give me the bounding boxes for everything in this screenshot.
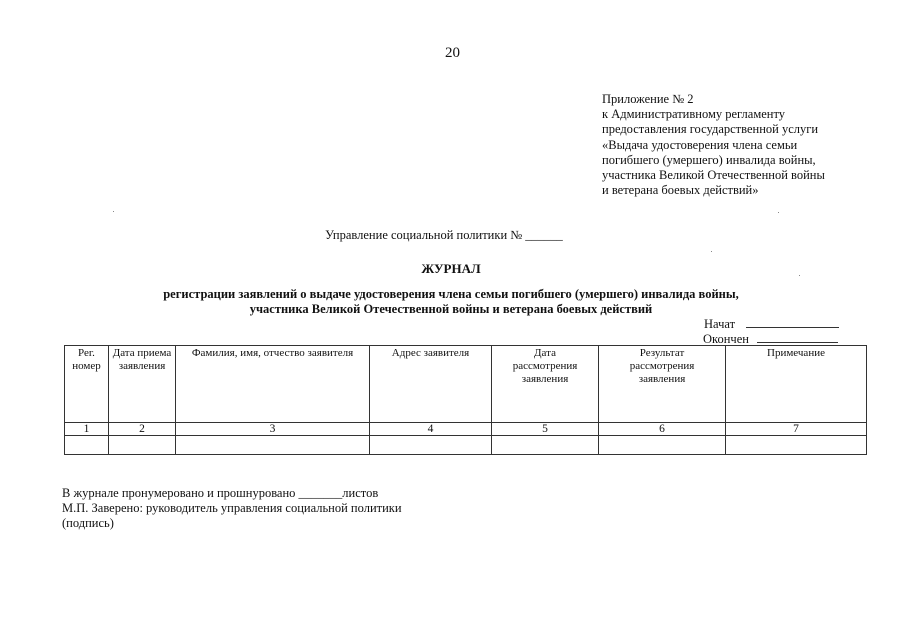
column-number: 6 xyxy=(599,423,726,436)
subtitle-line-2: участника Великой Отечественной войны и ветерана боевых действий xyxy=(249,301,653,316)
column-number: 2 xyxy=(109,423,176,436)
started-label: Начат xyxy=(704,317,736,331)
table-cell xyxy=(726,436,867,455)
footer-line-certified: М.П. Заверено: руководитель управления социальной политики xyxy=(62,501,402,515)
footer-line-signature: (подпись) xyxy=(62,516,114,530)
journal-table xyxy=(64,345,867,455)
page-number: 20 xyxy=(445,45,460,61)
header-cell-applicant-name: Фамилия, имя, отчество заявителя xyxy=(176,346,370,423)
header-cell-receipt-date: Дата приема заявления xyxy=(109,346,176,423)
table-cell xyxy=(370,436,492,455)
started-blank-line xyxy=(746,316,839,328)
table-header-row xyxy=(65,346,867,423)
scan-speck xyxy=(778,212,779,213)
header-cell-reg-number: Рег. номер xyxy=(65,346,109,423)
column-number: 7 xyxy=(726,423,867,436)
table-cell xyxy=(492,436,599,455)
appendix-line: и ветерана боевых действий» xyxy=(602,183,759,198)
journal-subtitle xyxy=(0,287,902,316)
table-cell xyxy=(599,436,726,455)
header-cell-review-date: Дата рассмотрения заявления xyxy=(492,346,599,423)
table-cell xyxy=(176,436,370,455)
header-cell-note: Примечание xyxy=(726,346,867,423)
scan-speck xyxy=(113,211,114,212)
header-cell-applicant-address: Адрес заявителя xyxy=(370,346,492,423)
started-field xyxy=(704,316,839,332)
appendix-block xyxy=(602,92,825,198)
table-row xyxy=(65,436,867,455)
finished-label: Окончен xyxy=(703,332,749,346)
footer-block xyxy=(62,486,402,531)
footer-line-pages: В журнале пронумеровано и прошнуровано _______листов xyxy=(62,486,379,500)
appendix-line: предоставления государственной услуги xyxy=(602,122,819,137)
table-cell xyxy=(109,436,176,455)
scan-speck xyxy=(711,251,712,252)
finished-blank-line xyxy=(757,331,838,343)
appendix-line: «Выдача удостоверения члена семьи xyxy=(602,137,798,152)
appendix-line: погибшего (умершего) инвалида войны, xyxy=(602,152,816,167)
appendix-line: участника Великой Отечественной войны xyxy=(602,168,825,183)
appendix-line: Приложение № 2 xyxy=(602,92,694,106)
table-cell xyxy=(65,436,109,455)
scan-speck xyxy=(799,275,800,276)
header-cell-review-result: Результат рассмотрения заявления xyxy=(599,346,726,423)
column-number-row xyxy=(65,423,867,436)
journal-title: ЖУРНАЛ xyxy=(421,261,481,276)
column-number: 4 xyxy=(370,423,492,436)
column-number: 1 xyxy=(65,423,109,436)
subtitle-line-1: регистрации заявлений о выдаче удостоверения члена семьи погибшего (умершего) инвалида войны, xyxy=(163,287,739,301)
appendix-line: к Административному регламенту xyxy=(602,107,786,122)
column-number: 5 xyxy=(492,423,599,436)
column-number: 3 xyxy=(176,423,370,436)
department-heading: Управление социальной политики № ______ xyxy=(325,228,563,242)
